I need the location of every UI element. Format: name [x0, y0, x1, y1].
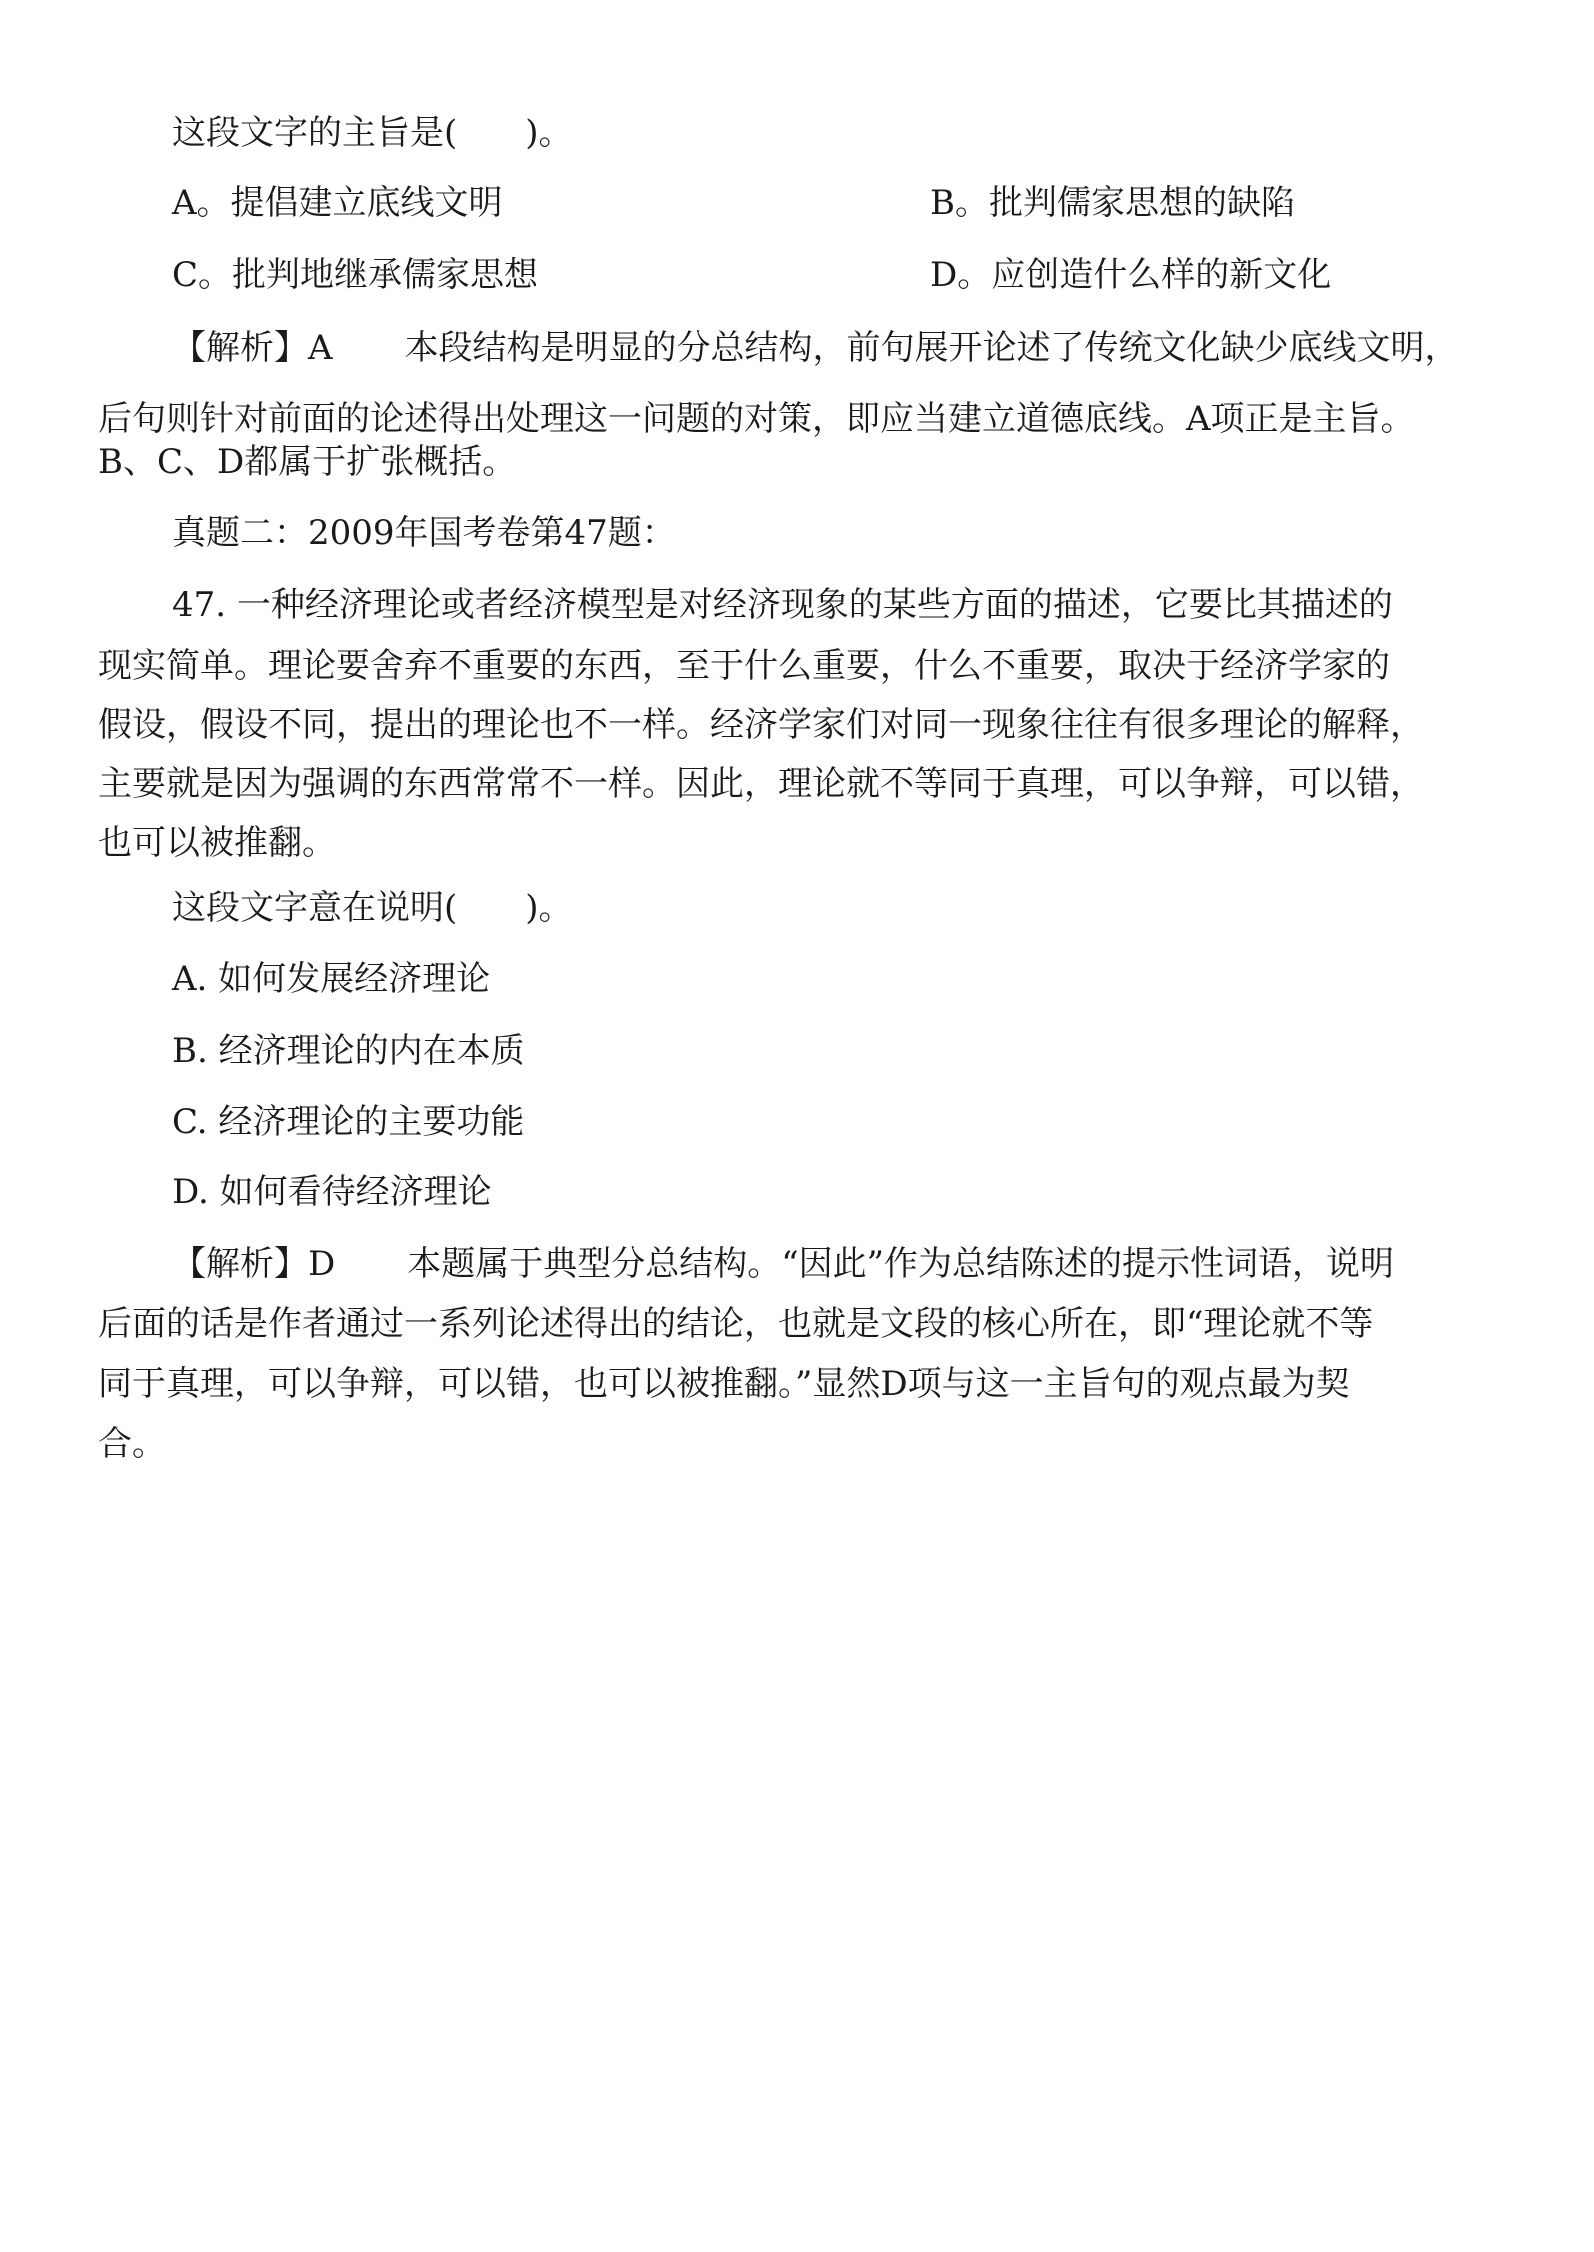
q1-analysis-text-2: 后句则针对前面的论述得出处理这一问题的对策，即应当建立道德底线。A项正是主旨。	[98, 399, 1415, 439]
q1-analysis-label: 【解析】A	[172, 328, 333, 368]
q1-option-a: A。提倡建立底线文明	[172, 183, 503, 223]
q2-option-a: A. 如何发展经济理论	[172, 959, 491, 999]
q1-prompt: 这段文字的主旨是( )。	[172, 113, 573, 153]
q2-analysis-text-4: 合。	[98, 1424, 166, 1464]
q1-option-d: D。应创造什么样的新文化	[930, 255, 1332, 295]
q2-option-c: C. 经济理论的主要功能	[172, 1102, 525, 1142]
q1-analysis-first-line	[172, 327, 1459, 369]
q2-passage-line-4: 主要就是因为强调的东西常常不一样。因此，理论就不等同于真理，可以争辩，可以错，	[98, 764, 1424, 804]
q1-option-b: B。批判儒家思想的缺陷	[930, 183, 1295, 223]
q1-analysis-text-1: 本段结构是明显的分总结构，前句展开论述了传统文化缺少底线文明，	[404, 328, 1459, 368]
q2-passage-line-3: 假设，假设不同，提出的理论也不一样。经济学家们对同一现象往往有很多理论的解释，	[98, 705, 1424, 745]
q2-analysis-label: 【解析】D	[172, 1244, 336, 1284]
q2-heading: 真题二：2009年国考卷第47题：	[172, 513, 676, 553]
q2-option-b: B. 经济理论的内在本质	[172, 1031, 525, 1071]
q1-option-c: C。批判地继承儒家思想	[172, 255, 539, 295]
q2-passage-line-1: 47. 一种经济理论或者经济模型是对经济现象的某些方面的描述，它要比其描述的	[172, 585, 1393, 625]
q2-option-d: D. 如何看待经济理论	[172, 1172, 492, 1212]
q2-prompt: 这段文字意在说明( )。	[172, 888, 573, 928]
q2-analysis-first-line	[172, 1243, 1394, 1285]
q2-analysis-text-3: 同于真理，可以争辩，可以错，也可以被推翻。”显然D项与这一主旨句的观点最为契	[98, 1364, 1350, 1404]
q2-analysis-text-2: 后面的话是作者通过一系列论述得出的结论，也就是文段的核心所在，即“理论就不等	[98, 1304, 1374, 1344]
q2-passage-line-5: 也可以被推翻。	[98, 823, 336, 863]
q2-passage-line-2: 现实简单。理论要舍弃不重要的东西，至于什么重要，什么不重要，取决于经济学家的	[98, 646, 1390, 686]
q2-analysis-text-1: 本题属于典型分总结构。“因此”作为总结陈述的提示性词语，说明	[407, 1244, 1395, 1284]
q1-analysis-text-3: B、C、D都属于扩张概括。	[98, 442, 517, 482]
